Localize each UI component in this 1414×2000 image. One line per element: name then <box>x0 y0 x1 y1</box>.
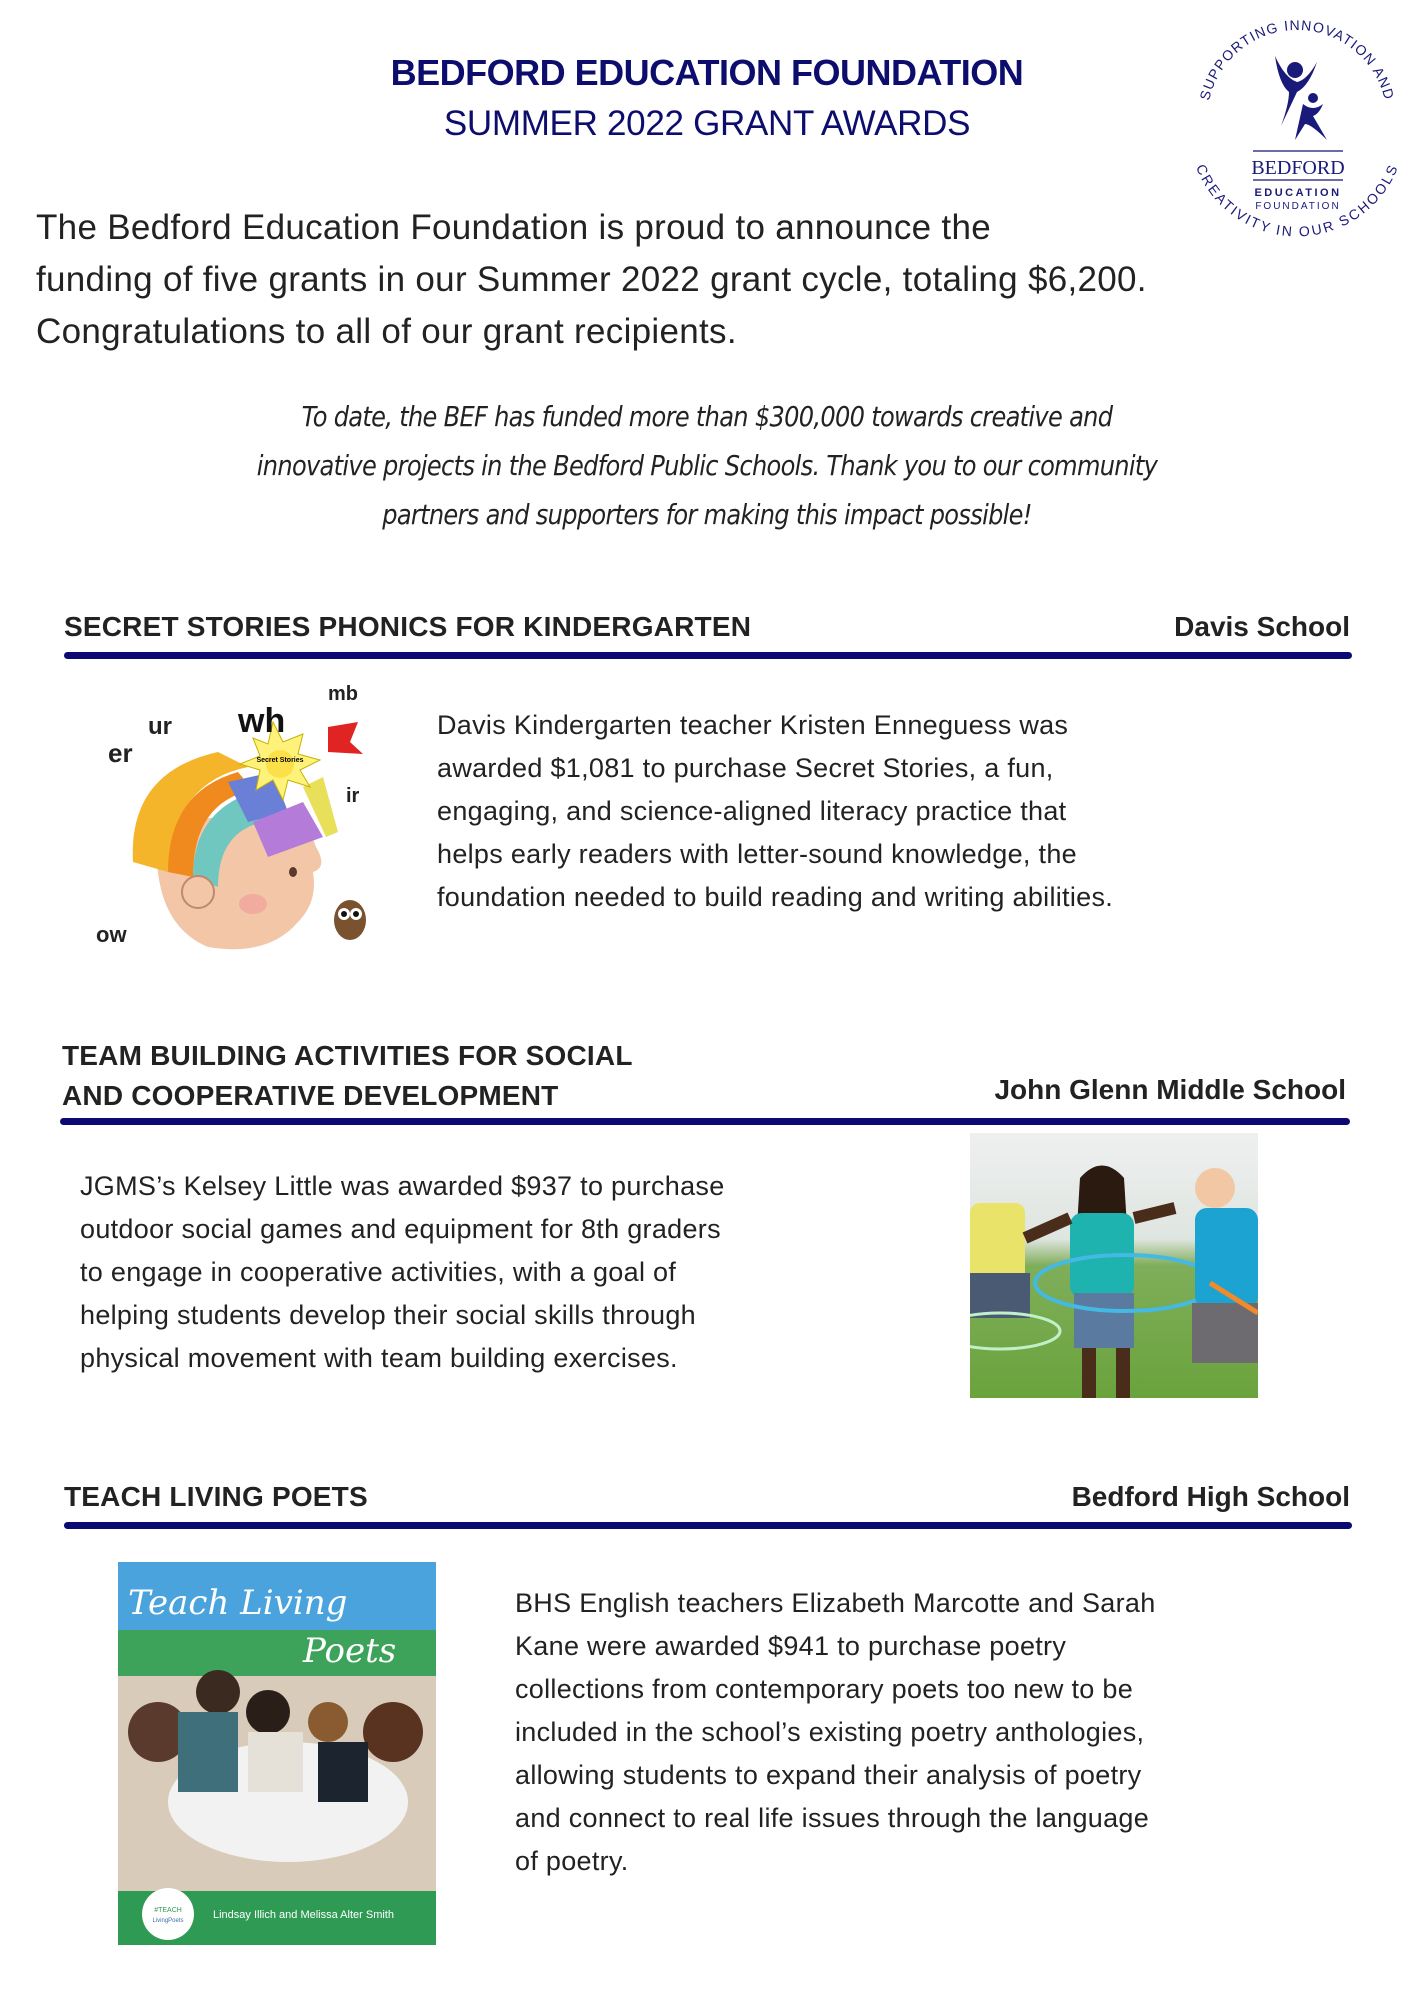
grant-title: TEACH LIVING POETS <box>64 1481 368 1512</box>
logo-arc-bottom: CREATIVITY IN OUR SCHOOLS <box>1192 161 1402 238</box>
grant-description <box>515 1582 1156 1883</box>
label-wh: wh <box>238 702 286 740</box>
hula-hoop-photo <box>970 1133 1258 1398</box>
description-line: engaging, and science-aligned literacy practice that <box>437 796 1067 826</box>
impact-statement <box>99 392 1315 539</box>
description-line: Davis Kindergarten teacher Kristen Enneguess was <box>437 710 1069 740</box>
intro-line: The Bedford Education Foundation is proud to announce the <box>36 208 991 247</box>
book-title-line1: Teach Living <box>128 1583 348 1623</box>
page-title: BEDFORD EDUCATION FOUNDATION <box>390 52 1024 93</box>
two-figures-jumping-icon <box>1275 56 1327 140</box>
label-er: er <box>108 738 133 768</box>
description-line: collections from contemporary poets too new to be <box>515 1674 1134 1704</box>
intro-paragraph <box>36 202 1414 358</box>
description-line: included in the school’s existing poetry anthologies, <box>515 1717 1145 1747</box>
description-line: to engage in cooperative activities, with a goal of <box>80 1257 677 1287</box>
grant-title <box>62 1036 633 1116</box>
book-title-line2: Poets <box>303 1631 397 1671</box>
grant-title: SECRET STORIES PHONICS FOR KINDERGARTEN <box>64 611 752 642</box>
logo-line3: FOUNDATION <box>1255 201 1341 212</box>
grant-school: Bedford High School <box>1071 1481 1350 1512</box>
grant-description <box>437 704 1113 919</box>
label-ir: ir <box>346 785 360 807</box>
grant-title-line: AND COOPERATIVE DEVELOPMENT <box>62 1080 559 1111</box>
section-divider <box>60 1118 1350 1125</box>
intro-line: funding of five grants in our Summer 2022 grant cycle, totaling $6,200. <box>36 260 1147 299</box>
teach-living-poets-book-cover <box>118 1562 436 1945</box>
bulb-label: Secret Stories <box>256 757 304 764</box>
label-mb: mb <box>328 683 358 705</box>
description-line: and connect to real life issues through the language <box>515 1803 1150 1833</box>
grant-school: Davis School <box>1174 611 1350 642</box>
book-badge-bottom: LivingPoets <box>152 1918 184 1924</box>
description-line: BHS English teachers Elizabeth Marcotte and Sarah <box>515 1588 1156 1618</box>
description-line: allowing students to expand their analysis of poetry <box>515 1760 1142 1790</box>
logo-line2: EDUCATION <box>1254 187 1342 199</box>
impact-line: To date, the BEF has funded more than $300,000 towards creative and <box>301 400 1113 433</box>
grant-school: John Glenn Middle School <box>994 1074 1346 1105</box>
label-ur: ur <box>148 713 172 740</box>
logo-arc-top: SUPPORTING INNOVATION AND <box>1196 16 1398 102</box>
impact-line: innovative projects in the Bedford Public Schools. Thank you to our community <box>256 449 1158 482</box>
grant-title-line: TEAM BUILDING ACTIVITIES FOR SOCIAL <box>62 1040 633 1071</box>
description-line: of poetry. <box>515 1846 629 1876</box>
description-line: foundation needed to build reading and writing abilities. <box>437 882 1114 912</box>
description-line: Kane were awarded $941 to purchase poetry <box>515 1631 1067 1661</box>
section-divider <box>64 1522 1352 1529</box>
description-line: helps early readers with letter-sound knowledge, the <box>437 839 1077 869</box>
page-subtitle: SUMMER 2022 GRANT AWARDS <box>443 104 971 143</box>
intro-line: Congratulations to all of our grant recipients. <box>36 312 737 351</box>
grant-description <box>80 1165 725 1380</box>
book-badge-top: #TEACH <box>154 1907 182 1914</box>
description-line: physical movement with team building exercises. <box>80 1343 678 1373</box>
section-divider <box>64 652 1352 659</box>
description-line: JGMS’s Kelsey Little was awarded $937 to purchase <box>80 1171 725 1201</box>
secret-stories-illustration <box>88 672 373 957</box>
description-line: helping students develop their social skills through <box>80 1300 696 1330</box>
logo-name: BEDFORD <box>1251 157 1345 179</box>
label-ow: ow <box>96 922 127 947</box>
impact-line: partners and supporters for making this impact possible! <box>382 498 1032 531</box>
description-line: outdoor social games and equipment for 8th graders <box>80 1214 721 1244</box>
description-line: awarded $1,081 to purchase Secret Stories, a fun, <box>437 753 1054 783</box>
book-authors: Lindsay Illich and Melissa Alter Smith <box>213 1909 394 1921</box>
